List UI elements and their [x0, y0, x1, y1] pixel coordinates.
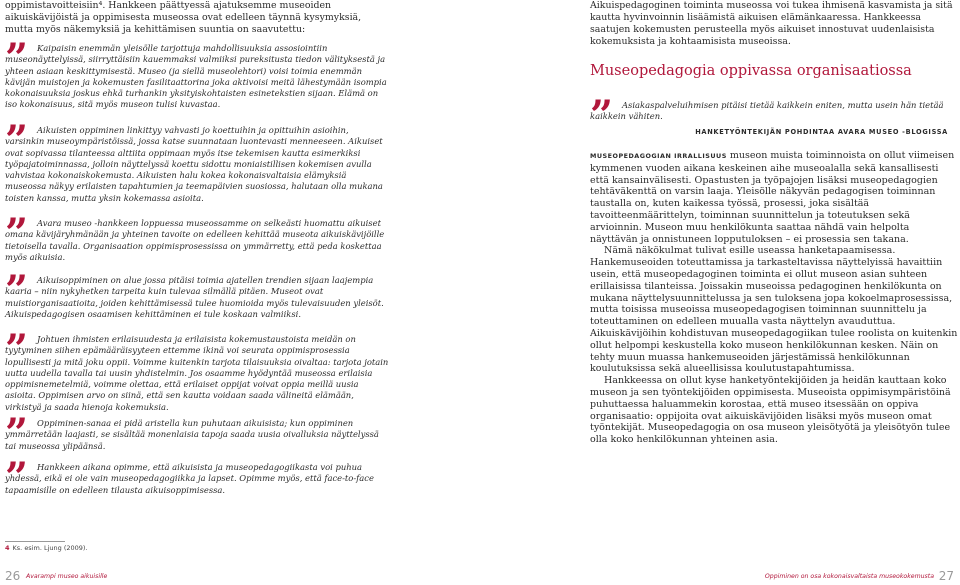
footnote-divider — [5, 541, 65, 542]
body-paragraph — [590, 150, 958, 245]
quote-text: Aikuisoppiminen on alue jossa pitäisi toimia ajatellen trendien sijaan laajempia kaaria – niin nykyhetken tarpeita kuin tulevaa silmällä pitäen. Museot ovat muistiorganisaatioita, joiden kehittämisessä tulee huomioida myös tulevaisuuden yleisöt. Aikuispedagogisen osaamisen kehittäminen ei tule koskaan valmiiksi. — [5, 275, 384, 319]
quote-text: Hankkeen aikana opimme, että aikuisista ja museopedagogiikasta voi puhua yhdessä, eikä ei ole vain museopedagogiikka ja lapset. Opimme myös, että face-to-face tapaamisille on edelleen tilausta aikuisoppimisessa. — [5, 462, 374, 495]
quote-text: Oppiminen-sanaa ei pidä aristella kun puhutaan aikuisista; kun oppiminen ymmärretään laajasti, se sisältää monenlaisia tapoja saada uusia oivalluksia näyttelyssä tai museossa ylipäänsä. — [5, 418, 379, 451]
quote-mark-icon: ” — [5, 117, 23, 164]
lead-in-caps: MUSEOPEDAGOGIAN IRRALLISUUS — [590, 152, 727, 160]
footnote-text: Ks. esim. Ljung (2009). — [12, 544, 88, 552]
quote-block — [5, 267, 390, 320]
quote-block — [5, 210, 390, 263]
body-paragraph: Hankkeessa on ollut kyse hanketyöntekijöiden ja heidän kauttaan koko museon ja sen työntekijöiden oppimisesta. Museoista oppimisympäristöinä puhuttaessa haluammekin korostaa, että museo itsessään on oppiva organisaatio: oppijoita ovat aikuiskävijöiden lisäksi myös museon omat työntekijät. Museopedagogia on osa museon yleisötyötä ja yleisötyön tulee olla koko henkilökunnan yhteinen asia. — [590, 375, 951, 446]
footnote — [5, 544, 88, 552]
body-paragraph-text: museon muista toiminnoista on ollut viimeisen kymmenen vuoden aikana keskeinen aihe museoalalla sekä kansallisesti että kansainvälisesti. Opastusten ja työpajojen lisäksi museopedagogien tehtäväkenttä on varsin laaja. Yleisölle näkyvän pedagogisen toiminnan taustalla on, kuten kaikessa työssä, prosessi, joka sisältää tavoitteenmäärittelyn, toiminnan suunnittelun ja toteutuksen sekä arvioinnin. Museon muu henkilökunta saattaa nähdä vain helpolta näyttävän ja onnistuneen lopputuloksen – ei prosessia sen takana. — [590, 150, 955, 245]
quote-block — [5, 454, 390, 501]
quote-mark-icon: ” — [5, 454, 23, 501]
right-running-title: Oppiminen on osa kokonaisvaltaista museokokemusta — [764, 573, 934, 580]
quote-block — [5, 35, 390, 111]
quote-mark-icon: ” — [5, 267, 23, 314]
quote-text: Avara museo -hankkeen loppuessa museossamme on selkeästi huomattu aikuiset omana kävijäryhmänään ja yhteinen tavoite on edelleen kehittää museota aikuiskävijöille tietoisella tavalla. Organisaation oppimisprosessissa on ymmärretty, että peda koskettaa myös aikuisia. — [5, 218, 385, 262]
left-page-number: 26 — [5, 569, 21, 583]
body-paragraph: Nämä näkökulmat tulivat esille useassa hanketapaamisessa. Hankemuseoiden toteuttamissa ja tarkasteltavissa näyttelyissä havaittiin usein, että museopedagoginen toiminta ei ollut museon asian suhteen erillaisissa tilanteissa. Joissakin museoissa pedagoginen henkilökunta on mukana näyttelysuunnittelussa ja sen tuloksena jopa kokoelmaprosessissa, mutta toisissa museoissa museopedagogisen toiminnan suunnittelu ja toteuttaminen on edelleen muualla vasta näyttelyn avauduttua. Aikuiskävijöihin kohdistuvan museopedagogiikan tulee roolista on kuitenkin ollut helpompi keskustella koko museon henkilökunnan kesken. Näin on tehty muun muassa hankemuseoiden järjestämissä henkilökunnan koulutuksissa sekä alueellisissa koulutustapahtumissa. — [590, 245, 958, 375]
footnote-number: 4 — [5, 544, 10, 552]
right-column — [590, 0, 958, 446]
quote-block — [5, 117, 390, 204]
body-text — [590, 150, 958, 446]
left-running-title: Avarampi museo aikuisille — [26, 573, 108, 580]
right-intro-paragraph: Aikuispedagoginen toiminta museossa voi tukea ihmisenä kasvamista ja sitä kautta hyvinvoinnin lisäämistä aikuisen elämänkaaressa. Hankkeessa saatujen kokemusten perusteella myös aikuiset innostuvat uudenlaisista kokemuksista ja kohtaamisista museoissa. — [590, 0, 953, 47]
quote-text: Kaipaisin enemmän yleisölle tarjottuja mahdollisuuksia assosiointiin museonäyttelyissä, siirryttäisiin kauemmaksi valmiiksi pureksitusta tiedon välityksestä ja yhteen asiaan keskittymisestä. Museo (ja siellä museolehtori) voisi toimia enemmän kävijän muistojen ja kokemusten fasilitaattorina joka aktivoisi meitä lähestymään isompia kokonaisuuksia joskus ehkä turhankin yksityiskohtaisten esinetekstien sijaan. Elämä on iso kokonaisuus, sitä myös museon tulisi kuvastaa. — [5, 43, 387, 110]
quote-text: Aikuisten oppiminen linkittyy vahvasti jo koettuihin ja opittuihin asioihin, varsinkin museoympäristöissä, jossa katse suunnataan luontevasti menneeseen. Aikuiset ovat sopivassa tilanteessa alttiita oppimaan myös itse tekemisen kautta esimerkiksi työpajatoiminnassa, jolloin näyttelyssä koettu sidottu moniaistillisen kokemisen avulla vahvistaa kokonaiskokemusta. Aikuisten halu kokea kokonaisvaltaisia elämyksiä museossa näkyy erilaisten tapahtumien ja teemapäivien suosiossa, halutaan olla mukana toisten kanssa, mutta yksin kokemassa asioita. — [5, 125, 383, 203]
quote-mark-icon: ” — [5, 326, 23, 373]
left-intro-paragraph: oppimistavoitteisiin⁴. Hankkeen päättyessä ajatuksemme museoiden aikuiskävijöistä ja oppimisesta museossa ovat edelleen täynnä kysymyksiä, mutta myös näkemyksiä ja kehittämisen suuntia on saavutettu: — [5, 0, 362, 35]
right-page-number: 27 — [938, 569, 954, 583]
quote-text: Johtuen ihmisten erilaisuudesta ja erilaisista kokemustaustoista meidän on tyytyminen siihen epämääräisyyteen ettemme ikinä voi seurata oppimisprosessia lopullisesti ja mitä joku oppii. Voimme kuitenkin tarjota tilaisuuksia oivaltaa: tarjota jotain uutta uudella tavalla tai uusin yhdistelmin. Jos osaamme hyödyntää museossa erilaisia oppimisnemetelmiä, voimme olettaa, että erilaiset oppijat voivat oppia meillä uusia asioita. Oppimisen arvo on siinä, että sen kautta voidaan saada välineitä elämään, virkistyä ja saada hienoja kokemuksia. — [5, 334, 389, 412]
quote-mark-icon: ” — [590, 92, 608, 139]
section-heading: Museopedagogia oppivassa organisaatiossa — [590, 63, 912, 79]
pull-quote-text: Asiakaspalveluihmisen pitäisi tietää kaikkein eniten, mutta usein hän tietää kaikkein vähiten. — [590, 100, 944, 122]
quote-mark-icon: ” — [5, 410, 23, 457]
pull-quote-source: HANKETYÖNTEKIJÄN POHDINTAA AVARA MUSEO -BLOGISSA — [695, 128, 948, 136]
quote-mark-icon: ” — [5, 210, 23, 257]
quote-block — [5, 326, 390, 413]
left-column — [5, 0, 390, 501]
quote-mark-icon: ” — [5, 35, 23, 82]
quote-block — [5, 410, 390, 457]
